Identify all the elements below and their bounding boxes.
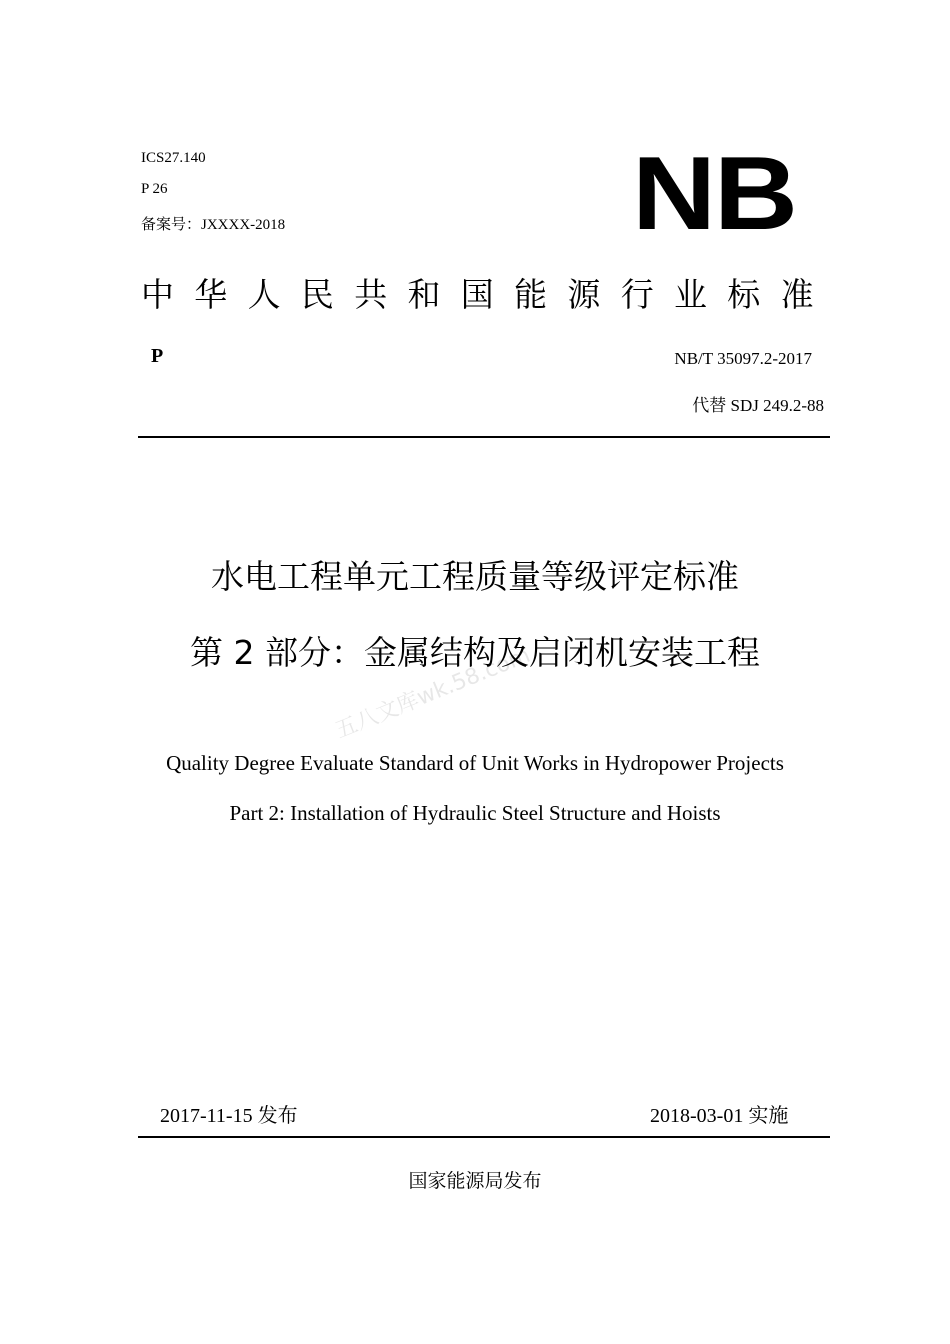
issue-date: 2017-11-15 发布 [160, 1105, 298, 1127]
title-cn-line1: 水电工程单元工程质量等级评定标准 [211, 557, 739, 596]
title-en-line1: Quality Degree Evaluate Standard of Unit Works in Hydropower Projects [166, 751, 784, 775]
category-letter: P [151, 345, 164, 367]
implement-date: 2018-03-01 实施 [650, 1105, 789, 1127]
bottom-divider [138, 1136, 830, 1138]
standard-number: NB/T 35097.2-2017 [674, 349, 812, 368]
classification-code: P 26 [141, 181, 168, 197]
record-number: 备案号：JXXXX-2018 [141, 217, 286, 233]
publisher: 国家能源局发布 [408, 1170, 542, 1192]
title-en-line2: Part 2: Installation of Hydraulic Steel Structure and Hoists [229, 801, 721, 825]
ics-code: ICS27.140 [141, 150, 206, 166]
nb-logo: NB [632, 136, 796, 252]
top-divider [138, 436, 830, 438]
title-cn-line2: 第 2 部分：金属结构及启闭机安装工程 [190, 633, 760, 672]
watermark: 五八文库wk.58.com [331, 642, 534, 744]
organization-title: 中华人民共和国能源行业标准 [141, 275, 834, 314]
replaces-standard: 代替 SDJ 249.2-88 [692, 396, 824, 415]
